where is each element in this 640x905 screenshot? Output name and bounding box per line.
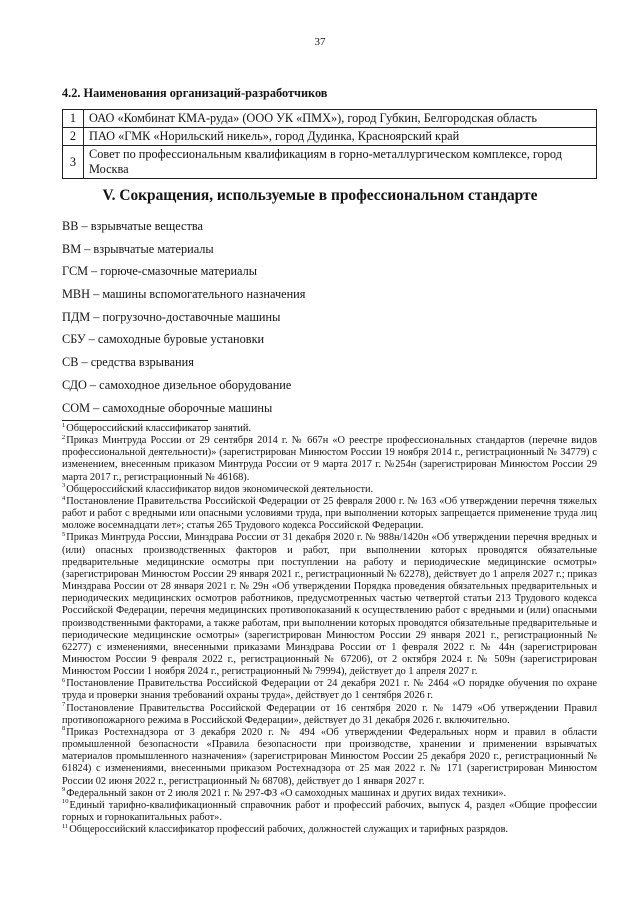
footnote [62, 703, 597, 727]
footnote-mark: 3 [62, 482, 66, 490]
footnote-text: Федеральный закон от 2 июля 2021 г. № 297-ФЗ «О самоходных машинах и других видах техники». [66, 787, 507, 799]
footnote-text: Приказ Минтруда России, Минздрава России от 31 декабря 2020 г. № 988н/1420н «Об утверждении перечня вредных и (или) опасных производственных факторов и работ, при выполнении которых проводятся обязательные предварительные медицинские осмотры при поступлении на работу и периодические медицинские осмотры» (зарегистрирован Минюстом России 29 января 2021 г., регистрационный № 62278), действует до 1 апреля 2027 г.; приказ Минздрава России от 28 января 2021 г. № 29н «Об утверждении Порядка проведения обязательных предварительных и периодических медицинских осмотров работников, предусмотренных частью четвертой статьи 213 Трудового кодекса Российской Федерации, перечня медицинских противопоказаний к осуществлению работ с вредными и (или) опасными производственными факторами, а также работам, при выполнении которых проводятся обязательные предварительные и периодические медицинские осмотры» (зарегистрирован Минюстом России 29 января 2021 г., регистрационный № 62277) с изменениями, внесенными приказами Минздрава России от 1 февраля 2022 г. № 44н (зарегистрирован Минюстом России 9 февраля 2022 г., регистрационный № 67206), от 2 октября 2024 г. № 509н (зарегистрирован Минюстом России 1 ноября 2024 г., регистрационный № 79994), действует до 1 апреля 2027 г. [62, 532, 597, 678]
list-item: ВМ – взрывчатые материалы [62, 241, 214, 256]
section-heading-developers: 4.2. Наименования организаций-разработчиков [62, 86, 328, 100]
list-item: СБУ – самоходные буровые установки [62, 332, 265, 347]
footnote [62, 800, 597, 824]
list-item: СДО – самоходное дизельное оборудование [62, 377, 292, 392]
footnote [62, 824, 597, 836]
footnote [62, 496, 597, 532]
footnote [62, 532, 597, 678]
footnote-mark: 7 [62, 701, 66, 709]
page-number: 37 [314, 36, 326, 48]
footnote [62, 788, 597, 800]
abbreviations-list [62, 215, 305, 419]
footnote-text: Приказ Минтруда России от 29 сентября 2014 г. № 667н «О реестре профессиональных стандартов (перечне видов профессиональной деятельности)» (зарегистрирован Минюстом России 19 ноября 2014 г., регистрационный № 34779) с изменением, внесенным приказом Минтруда России от 9 марта 2017 г. №254н (зарегистрирован Минюстом России 29 марта 2017 г., регистрационный № 46168). [62, 435, 597, 483]
footnote-mark: 10 [62, 798, 69, 806]
footnote [62, 423, 597, 435]
list-item: СОМ – самоходные оборочные машины [62, 400, 273, 415]
organization-name: Совет по профессиональным квалификациям в горно-металлургическом комплексе, город Москва [84, 146, 597, 179]
table-row [63, 128, 597, 146]
footnote-text: Постановление Правительства Российской Федерации от 16 сентября 2020 г. № 1479 «Об утверждении Правил противопожарного режима в Российской Федерации», действует до 31 декабря 2026 г. включительно. [62, 702, 597, 726]
footnote [62, 727, 597, 788]
organization-name: ПАО «ГМК «Норильский никель», город Дудинка, Красноярский край [84, 128, 597, 146]
footnote-mark: 9 [62, 786, 66, 794]
footnote-text: Постановление Правительства Российской Федерации от 25 февраля 2000 г. № 163 «Об утверждении перечня тяжелых работ и работ с вредными или опасными условиями труда, при выполнении которых запрещается применение труда лиц моложе восемнадцати лет»; статья 265 Трудового кодекса Российской Федерации. [62, 495, 597, 532]
list-item: ПДМ – погрузочно-доставочные машины [62, 309, 281, 324]
table-row [63, 146, 597, 179]
row-number: 3 [63, 146, 84, 179]
developer-organizations-table [62, 109, 597, 179]
footnote-mark: 1 [62, 421, 66, 429]
footnote-mark: 8 [62, 725, 66, 733]
footnote-mark: 4 [62, 494, 66, 502]
footnotes [62, 423, 597, 836]
footnote [62, 484, 597, 496]
list-item: СВ – средства взрывания [62, 355, 194, 370]
list-item: ГСМ – горюче-смазочные материалы [62, 264, 258, 279]
footnote-text: Приказ Ростехнадзора от 3 декабря 2020 г. № 494 «Об утверждении Федеральных норм и правил в области промышленной безопасности «Правила безопасности при производстве, хранении и применении взрывчатых материалов промышленного назначения» (зарегистрирован Минюстом России 25 декабря 2020 г., регистрационный № 61824) с изменениями, внесенными приказом Ростехнадзора от 25 мая 2022 г. № 171 (зарегистрирован Минюстом России 02 июня 2022 г., регистрационный № 68708), действует до 1 января 2027 г. [62, 726, 597, 787]
list-item: МВН – машины вспомогательного назначения [62, 287, 306, 302]
footnote-mark: 6 [62, 676, 66, 684]
section-title-abbreviations: V. Сокращения, используемые в профессиональном стандарте [102, 187, 538, 204]
footnote-text: Единый тарифно-квалификационный справочник работ и профессий рабочих, выпуск 4, раздел «Общие профессии горных и горнокапитальных работ». [62, 799, 597, 823]
footnote [62, 435, 597, 484]
footnote-mark: 2 [62, 433, 66, 441]
footnote-mark: 11 [62, 822, 69, 830]
footnote-text: Общероссийский классификатор занятий. [66, 423, 252, 434]
organization-name: ОАО «Комбинат КМА-руда» (ООО УК «ПМХ»), город Губкин, Белгородская область [84, 110, 597, 128]
footnote-text: Общероссийский классификатор видов экономической деятельности. [66, 483, 374, 495]
footnote-mark: 5 [62, 530, 66, 538]
footnote-text: Общероссийский классификатор профессий рабочих, должностей служащих и тарифных разрядов. [69, 824, 509, 836]
footnote-text: Постановление Правительства Российской Федерации от 24 декабря 2021 г. № 2464 «О порядке обучения по охране труда и проверки знания требований охраны труда», действует до 1 сентября 2026 г. [62, 678, 597, 702]
list-item: ВВ – взрывчатые вещества [62, 219, 203, 233]
row-number: 2 [63, 128, 84, 146]
footnote-separator [62, 420, 208, 421]
row-number: 1 [63, 110, 84, 128]
table-row [63, 110, 597, 128]
footnote [62, 678, 597, 702]
